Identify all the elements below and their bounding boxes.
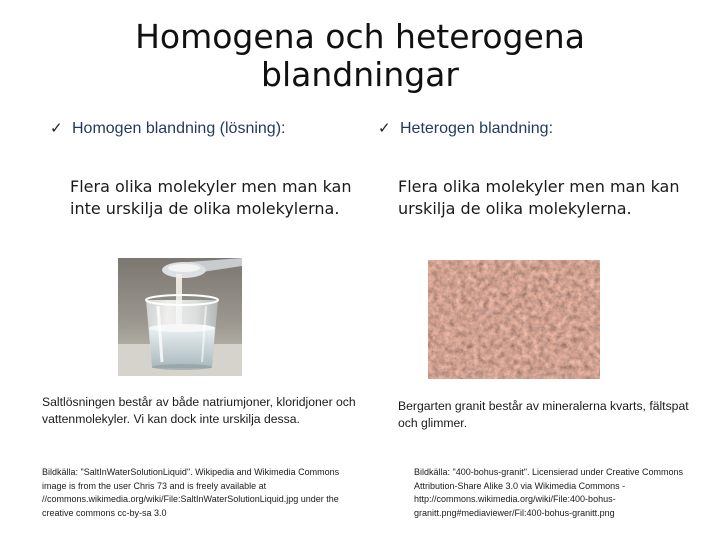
- left-heading-text: Homogen blandning (lösning):: [72, 120, 286, 137]
- left-heading: [50, 119, 285, 138]
- left-source: Bildkälla: "SaltInWaterSolutionLiquid". Wikipedia and Wikimedia Commons image is from the user Chris 73 and is freely available at //commons.wikimedia.org/wiki/File:SaltInWaterSolutionLiquid.jpg under the creative commons cc-by-sa 3.0: [42, 467, 340, 518]
- right-source: Bildkälla: "400-bohus-granit". Licensierad under Creative Commons Attribution-Share Alike 3.0 via Wikimedia Commons - http://commons.wikimedia.org/wiki/File:400-bohus-granitt.png#mediaviewer/Fil:400-bohus-granitt.png: [414, 467, 684, 518]
- checkmark-icon: ✓: [378, 120, 391, 137]
- right-description: Flera olika molekyler men man kan urskilja de olika molekylerna.: [398, 177, 680, 218]
- slide-title-line-2: blandningar: [261, 55, 459, 94]
- right-heading: [378, 119, 553, 138]
- salt-water-glass-photo: [118, 258, 242, 376]
- granite-photo: [428, 260, 600, 379]
- right-heading-text: Heterogen blandning:: [400, 120, 554, 137]
- slide-title-line-1: Homogena och heterogena: [135, 17, 585, 56]
- slide-title: [60, 18, 660, 94]
- checkmark-icon: ✓: [50, 120, 63, 137]
- left-description: Flera olika molekyler men man kan inte urskilja de olika molekylerna.: [70, 177, 352, 218]
- right-caption: Bergarten granit består av mineralerna kvarts, fältspat och glimmer.: [398, 399, 689, 430]
- left-caption: Saltlösningen består av både natriumjoner, kloridjoner och vattenmolekyler. Vi kan dock inte urskilja dessa.: [42, 395, 356, 426]
